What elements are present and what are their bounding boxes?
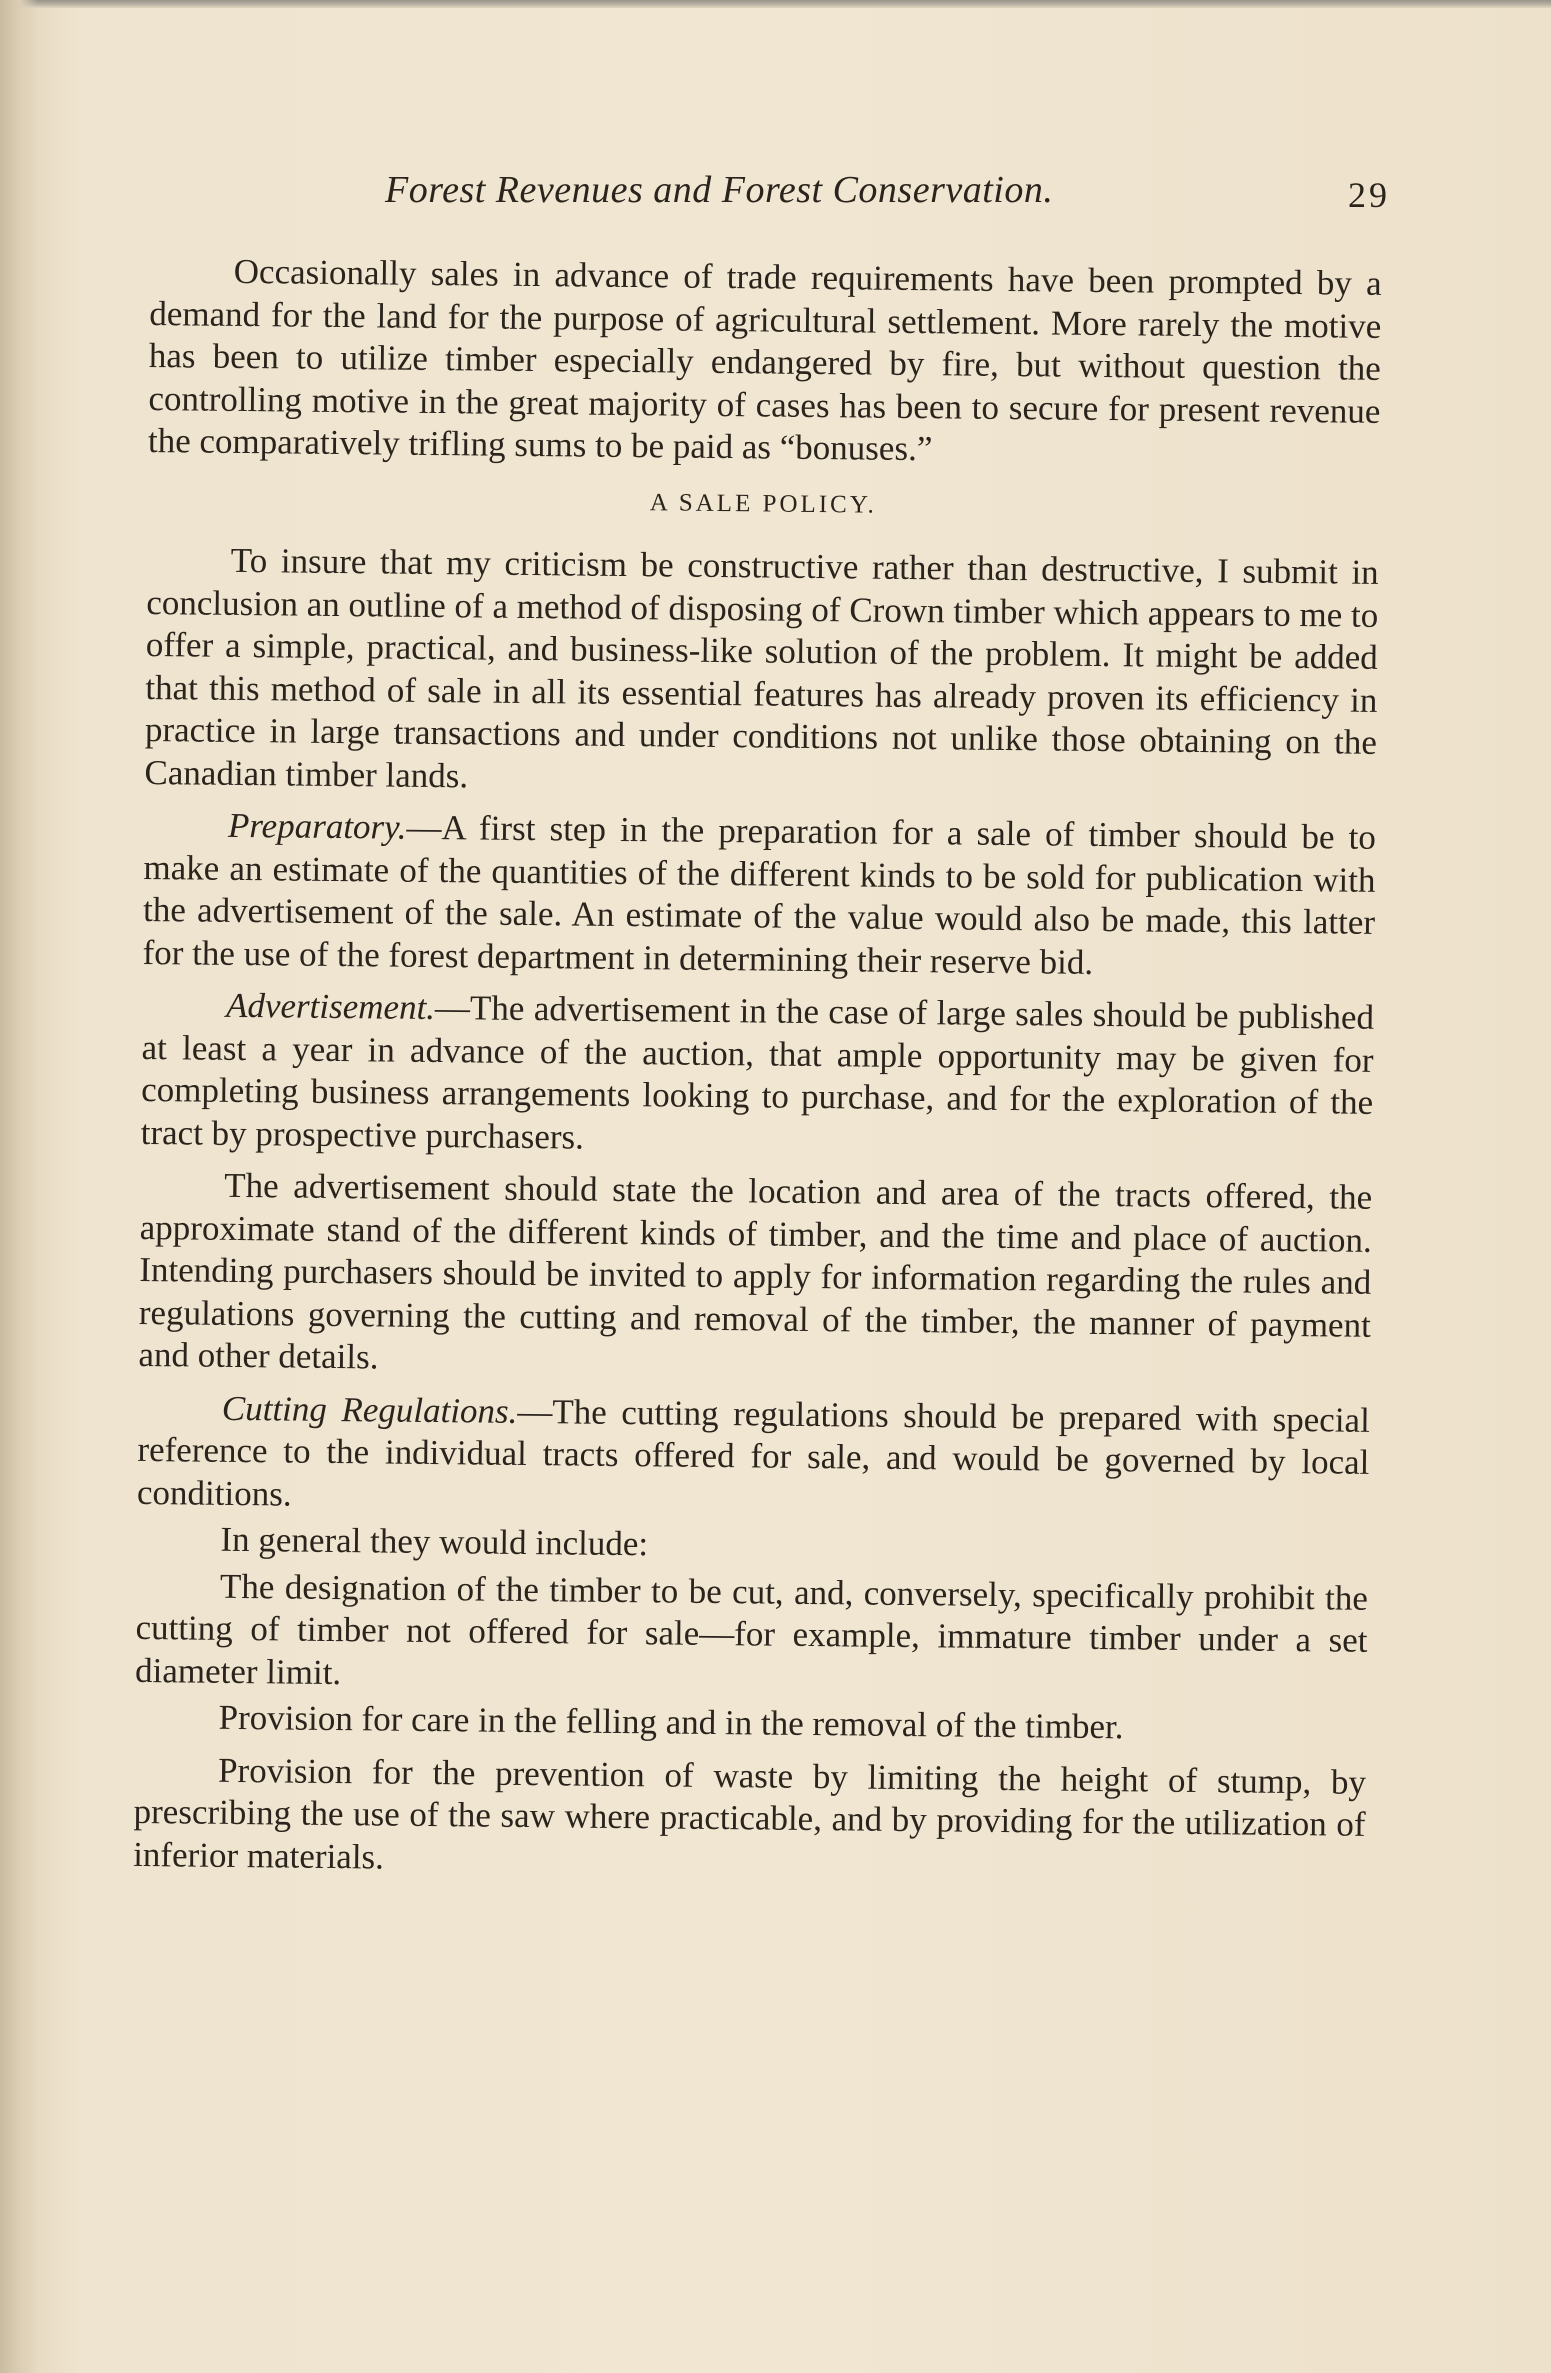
page-binding-shadow (0, 0, 38, 2373)
page-header (385, 168, 1390, 218)
paragraph-text: Occasionally sales in advance of trade requirements have been prompted by a demand for the land for the purpose of agricultural settlement. More rarely the motive has been to utilize timber especially endangered by fire, but without question the controlling motive in the great majority of cases has been to secure for present revenue the comparatively trifling sums to be paid as “bonuses.” (147, 251, 1382, 469)
paragraph-cutting-regulations (137, 1386, 1370, 1526)
paragraph-lead: Advertisement. (225, 985, 436, 1028)
paragraph-text: The advertisement should state the location and area of the tracts offered, the approximate stand of the different kinds of timber, and the time and place of auction. Intending purchasers should be invited to apply for information regarding the rules and regulations governing the cutting and removal of the timber, the manner of payment and other details. (138, 1165, 1373, 1377)
paragraph-designation (135, 1564, 1368, 1704)
paragraph-constructive-criticism (144, 539, 1379, 807)
paragraph-waste-prevention (133, 1748, 1366, 1888)
paragraph-lead: Preparatory. (227, 805, 407, 847)
body-text (133, 250, 1382, 1899)
paragraph-text: To insure that my criticism be constructive rather than destructive, I submit in conclusion an outline of a method of disposing of Crown timber which appears to me to offer a simple, practical, and business-like solution of the problem. It might be added that this method of sale in all its essential features has already proven its efficiency in practice in large transactions and under conditions not unlike those obtaining on the Canadian timber lands. (144, 540, 1379, 795)
page-top-edge (0, 0, 1551, 8)
paragraph-text: Provision for care in the felling and in the removal of the timber. (218, 1697, 1124, 1747)
paragraph-text: —A first step in the preparation for a sale of timber should be to make an estimate of the quantities of the different kinds to be sold for publication with the advertisement of the sale. An estimate of the value would also be made, this latter for the use of the forest department in determining their reserve bid. (142, 807, 1377, 982)
paragraph-sales-motives (148, 250, 1382, 475)
paragraph-felling-care (134, 1696, 1366, 1751)
paragraph-preparatory (142, 804, 1376, 987)
paragraph-text: Provision for the prevention of waste by limiting the height of stump, by prescribing the use of the saw where practicable, and by providing for the utilization of inferior materials. (132, 1750, 1367, 1877)
paragraph-in-general (136, 1518, 1368, 1573)
paragraph-advertisement (141, 984, 1375, 1167)
running-title: Forest Revenues and Forest Conservation. (385, 169, 1054, 211)
paragraph-advertisement-contents (138, 1164, 1372, 1389)
paragraph-text: —The cutting regulations should be prepared with special reference to the individual tracts offered for sale, and would be governed by local conditions. (136, 1391, 1371, 1514)
section-heading: A SALE POLICY. (649, 488, 878, 519)
paragraph-text: The designation of the timber to be cut, and, conversely, specifically prohibit the cutting of timber not offered for sale—for example, immature timber under a set diameter limit. (134, 1566, 1369, 1692)
paragraph-text: —The advertisement in the case of large sales should be published at least a year in advance of the auction, that ample opportunity may be given for completing business arrangements looking to purchase, and for the exploration of the tract by prospective purchasers. (140, 988, 1375, 1157)
paragraph-text: In general they would include: (220, 1519, 649, 1564)
page-number: 29 (1348, 175, 1390, 215)
paragraph-lead: Cutting Regulations. (221, 1388, 518, 1431)
